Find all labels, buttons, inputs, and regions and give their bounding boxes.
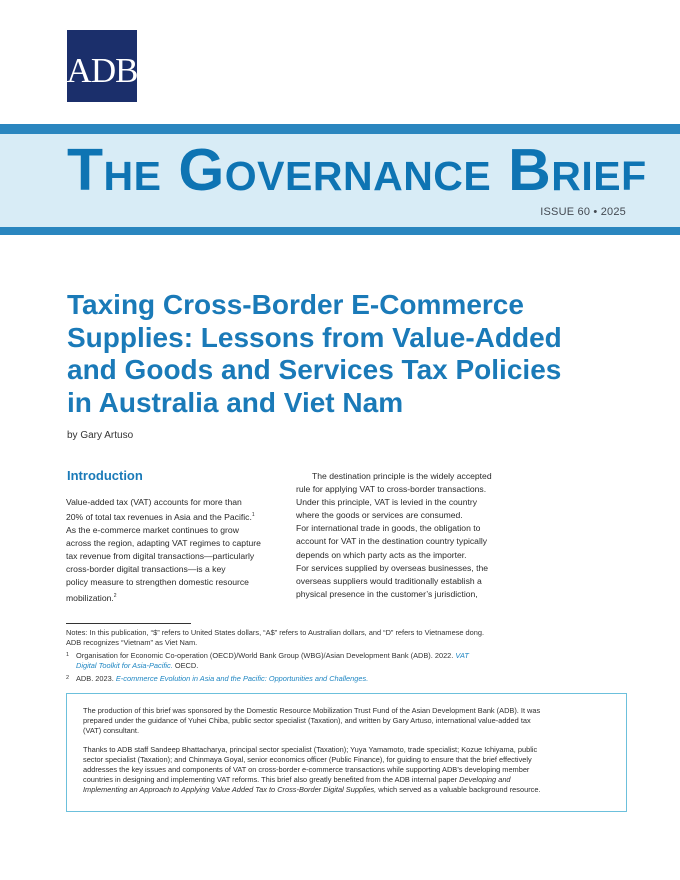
footnote-text: Organisation for Economic Co-operation (OECD)/World Bank Group (WBG)/Asian Development Bank (ADB). 2022. bbox=[76, 650, 454, 660]
footnote-link[interactable]: VAT bbox=[455, 650, 469, 660]
notes-line: Notes: In this publication, “$” refers to United States dollars, “A$” refers to Australian dollars, and “D” refers to Vietnamese dong. bbox=[66, 628, 485, 637]
acknowledgments-paragraph bbox=[83, 706, 612, 737]
body-line: account for VAT in the destination country typically bbox=[296, 536, 488, 547]
issue-label: ISSUE 60 • 2025 bbox=[540, 206, 626, 218]
article-title bbox=[67, 289, 607, 419]
footnote-1 bbox=[66, 651, 626, 672]
ack-line: sector specialist (Taxation); and Chinmaya Goyal, senior economics officer (Public Finance), for guiding to ensure that the brief effectively bbox=[83, 754, 532, 764]
body-line: Under this principle, VAT is levied in the country bbox=[296, 497, 478, 508]
acknowledgments-paragraph bbox=[83, 745, 612, 796]
masthead-rule-bottom bbox=[0, 227, 680, 235]
ack-italic: Developing and bbox=[459, 775, 511, 785]
body-line: tax revenue from digital transactions—particularly bbox=[66, 551, 255, 562]
masthead-rule-top bbox=[0, 124, 680, 134]
article-title-line: Supplies: Lessons from Value-Added bbox=[67, 321, 562, 353]
footnote-line bbox=[76, 661, 626, 671]
body-line: across the region, adapting VAT regimes to capture bbox=[66, 538, 261, 549]
body-line: Value-added tax (VAT) accounts for more than bbox=[66, 497, 242, 507]
body-column-left bbox=[66, 496, 286, 604]
footnote-line bbox=[76, 651, 626, 661]
ack-line: Thanks to ADB staff Sandeep Bhattacharya, principal sector specialist (Taxation); Yuya Yamamoto, trade specialist; Kozue Ichiyama, public bbox=[83, 744, 538, 754]
footnote-line bbox=[76, 674, 626, 684]
footnotes bbox=[66, 628, 626, 684]
footnote-text: ADB. 2023. bbox=[76, 673, 114, 683]
body-line: For services supplied by overseas businesses, the bbox=[296, 562, 489, 573]
acknowledgments-box bbox=[66, 693, 627, 812]
ack-line: (VAT) consultant. bbox=[83, 726, 139, 736]
ack-line: addresses the key issues and components of VAT on cross-border e-commerce transactions while supporting ADB’s developing member bbox=[83, 765, 530, 775]
body-line: where the goods or services are consumed. bbox=[296, 510, 463, 521]
ack-line: countries in designing and implementing VAT reforms. This brief also greatly benefited from the ADB internal paper bbox=[83, 775, 458, 785]
footnote-2 bbox=[66, 674, 626, 684]
body-line: overseas suppliers would traditionally establish a bbox=[296, 575, 482, 586]
body-line bbox=[66, 590, 286, 605]
body-column-right bbox=[296, 470, 518, 601]
body-line: policy measure to strengthen domestic resource bbox=[66, 577, 249, 588]
section-heading-introduction: Introduction bbox=[67, 468, 143, 483]
author-byline: by Gary Artuso bbox=[67, 430, 134, 441]
footnote-link[interactable]: E-commerce Evolution in Asia and the Pacific: Opportunities and Challenges. bbox=[115, 673, 369, 683]
article-title-line: and Goods and Services Tax Policies bbox=[67, 354, 562, 385]
footnote-divider bbox=[66, 623, 191, 624]
footnote-text: OECD. bbox=[172, 661, 199, 671]
body-line: rule for applying VAT to cross-border transactions. bbox=[296, 484, 487, 495]
ack-line: prepared under the guidance of Yuhei Chiba, public sector specialist (Taxation), and written by Gary Artuso, international value-added tax bbox=[83, 716, 531, 726]
body-line bbox=[66, 509, 286, 524]
body-text: 20% of total tax revenues in Asia and the Pacific. bbox=[66, 511, 252, 522]
footnote-ref: 2 bbox=[113, 592, 117, 599]
body-line: physical presence in the customer’s jurisdiction, bbox=[296, 588, 478, 599]
body-line: For international trade in goods, the obligation to bbox=[296, 523, 481, 534]
body-line: depends on which party acts as the importer. bbox=[296, 549, 467, 560]
body-line: cross-border digital transactions—is a key bbox=[66, 564, 226, 575]
article-title-line: in Australia and Viet Nam bbox=[67, 386, 404, 418]
article-title-line: Taxing Cross-Border E-Commerce bbox=[67, 289, 524, 320]
body-line: The destination principle is the widely accepted bbox=[312, 471, 492, 481]
body-line: As the e-commerce market continues to grow bbox=[66, 525, 239, 536]
ack-italic: Implementing an Approach to Applying Value Added Tax to Cross-Border Digital Supplies, bbox=[83, 785, 377, 795]
adb-logo: ADB bbox=[67, 30, 137, 102]
footnote-number: 2 bbox=[66, 674, 70, 681]
footnote-ref: 1 bbox=[251, 512, 255, 519]
body-text: mobilization. bbox=[66, 592, 114, 603]
footnote-number: 1 bbox=[66, 651, 70, 658]
ack-line: The production of this brief was sponsored by the Domestic Resource Mobilization Trust Fund of the Asian Development Bank (ADB). It was bbox=[83, 706, 541, 715]
notes-line: ADB recognizes “Vietnam” as Viet Nam. bbox=[66, 638, 198, 648]
series-title: The Governance Brief bbox=[67, 137, 647, 203]
footnote-link[interactable]: Digital Toolkit for Asia-Pacific. bbox=[76, 661, 173, 671]
ack-line: which served as a valuable background resource. bbox=[376, 785, 541, 795]
